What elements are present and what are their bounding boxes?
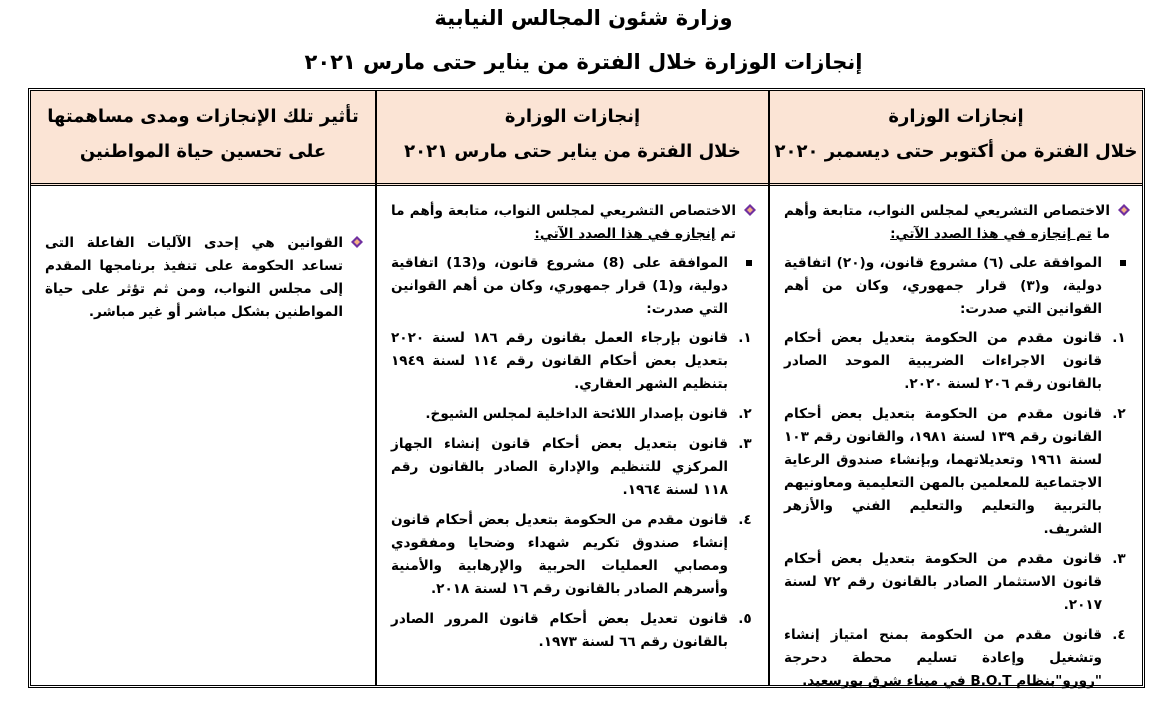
header-line-1: إنجازات الوزارة <box>504 106 641 127</box>
item-number: ١. <box>1112 330 1126 346</box>
impact-text: القوانين هي إحدى الآليات الفاعلة التى تساعد الحكومة على تنفيذ برنامجها المقدم إلى مجلس النواب، ومن ثم تؤثر على حياة المواطنين بشكل مباشر أو غير مباشر. <box>45 235 343 320</box>
item-text: قانون مقدم من الحكومة بتعديل بعض أحكام قانون إنشاء صندوق تكريم شهداء وضحايا ومفقودي ومصابي العمليات الحربية والإرهابية والأمنية وأسرهم الصادر بالقانون رقم ١٦ لسنة ٢٠١٨. <box>391 512 728 597</box>
list-item <box>391 327 758 396</box>
intro-underlined-text: تم إنجازه في هذا الصدد الآتي: <box>890 226 1092 242</box>
list-item <box>391 433 758 502</box>
item-text: قانون تعديل بعض أحكام قانون المرور الصادر بالقانون رقم ٦٦ لسنة ١٩٧٣. <box>391 611 728 650</box>
item-text: قانون مقدم من الحكومة بمنح امتياز إنشاء وتشغيل وإعادة تسليم محطة دحرجة "رورو"بنظام B.O.T في ميناء شرق بورسعيد. <box>784 627 1102 689</box>
list-item <box>391 509 758 601</box>
column-body <box>31 192 375 685</box>
item-number: ٢. <box>738 406 752 422</box>
document-subtitle: إنجازات الوزارة خلال الفترة من يناير حتى مارس ٢٠٢١ <box>304 50 863 74</box>
lead-paragraph: الموافقة على (٦) مشروع قانون، و(٢٠) اتفاقية دولية، و(٣) قرار جمهوري، وكان من أهم القوانين التي صدرت: <box>784 252 1132 321</box>
impact-paragraph <box>45 232 365 324</box>
square-bullet-icon <box>1120 260 1126 266</box>
intro-text: الاختصاص التشريعي لمجلس النواب، متابعة وأهم ما <box>784 203 1110 242</box>
list-item <box>391 608 758 654</box>
column-jan-mar-2021 <box>377 91 770 685</box>
column-header <box>377 91 768 186</box>
column-oct-dec-2020 <box>770 91 1142 689</box>
item-text: قانون بتعديل بعض أحكام قانون إنشاء الجهاز المركزي للتنظيم والإدارة الصادر بالقانون رقم ١١٨ لسنة ١٩٦٤. <box>391 436 728 498</box>
column-impact <box>31 91 377 685</box>
list-item <box>784 327 1132 396</box>
list-item <box>784 624 1132 693</box>
header-line-2: خلال الفترة من يناير حتى مارس ٢٠٢١ <box>404 141 741 162</box>
intro-text: الاختصاص التشريعي لمجلس النواب، متابعة وأهم ما تم <box>391 203 736 242</box>
item-text: قانون بإرجاء العمل بقانون رقم ١٨٦ لسنة ٢٠٢٠ بتعديل بعض أحكام القانون رقم ١١٤ لسنة ١٩٤٩ بتنظيم الشهر العقاري. <box>391 330 728 392</box>
item-text: قانون مقدم من الحكومة بتعديل بعض أحكام القانون رقم ١٣٩ لسنة ١٩٨١، والقانون رقم ١٠٣ لسنة ١٩٦١ وتعديلاتهما، وبإنشاء صندوق الرعاية الاجتماعية للمعلمين بالمهن التعليمية ومعاونيهم بالتربية والتعليم والتعليم الفني والأزهر الشريف. <box>784 406 1102 537</box>
item-number: ٣. <box>738 436 752 452</box>
header-line-1: تأثير تلك الإنجازات ومدى مساهمتها <box>47 106 359 127</box>
column-body <box>377 192 768 685</box>
achievements-table <box>28 88 1145 688</box>
column-header <box>770 91 1142 186</box>
item-number: ٥. <box>738 611 752 627</box>
header-line-1: إنجازات الوزارة <box>888 106 1024 127</box>
diamond-bullet-icon <box>351 236 363 248</box>
item-number: ٢. <box>1112 406 1126 422</box>
item-number: ٤. <box>738 512 752 528</box>
intro-underlined-text: إنجازه في هذا الصدد الآتي: <box>534 226 716 242</box>
column-body <box>770 192 1142 689</box>
item-text: قانون بإصدار اللائحة الداخلية لمجلس الشيوخ. <box>425 406 728 422</box>
intro-paragraph <box>391 200 758 246</box>
header-line-2: خلال الفترة من أكتوبر حتى ديسمبر ٢٠٢٠ <box>774 141 1138 162</box>
item-text: قانون مقدم من الحكومة بتعديل بعض أحكام قانون الاستثمار الصادر بالقانون رقم ٧٢ لسنة ٢٠١٧. <box>784 551 1102 613</box>
ministry-title: وزارة شئون المجالس النيابية <box>434 6 733 30</box>
column-header <box>31 91 375 186</box>
item-number: ١. <box>738 330 752 346</box>
intro-paragraph <box>784 200 1132 246</box>
list-item <box>784 403 1132 541</box>
diamond-bullet-icon <box>744 204 756 216</box>
square-bullet-icon <box>746 260 752 266</box>
item-number: ٤. <box>1112 627 1126 643</box>
diamond-bullet-icon <box>1118 204 1130 216</box>
item-text: قانون مقدم من الحكومة بتعديل بعض أحكام قانون الاجراءات الضريبية الموحد الصادر بالقانون رقم ٢٠٦ لسنة ٢٠٢٠. <box>784 330 1102 392</box>
list-item <box>391 403 758 426</box>
lead-paragraph: الموافقة على (8) مشروع قانون، و(13) اتفاقية دولية، و(1) قرار جمهوري، وكان من أهم القوانين التي صدرت: <box>391 252 758 321</box>
header-line-2: على تحسين حياة المواطنين <box>79 141 327 162</box>
item-number: ٣. <box>1112 551 1126 567</box>
list-item <box>784 548 1132 617</box>
